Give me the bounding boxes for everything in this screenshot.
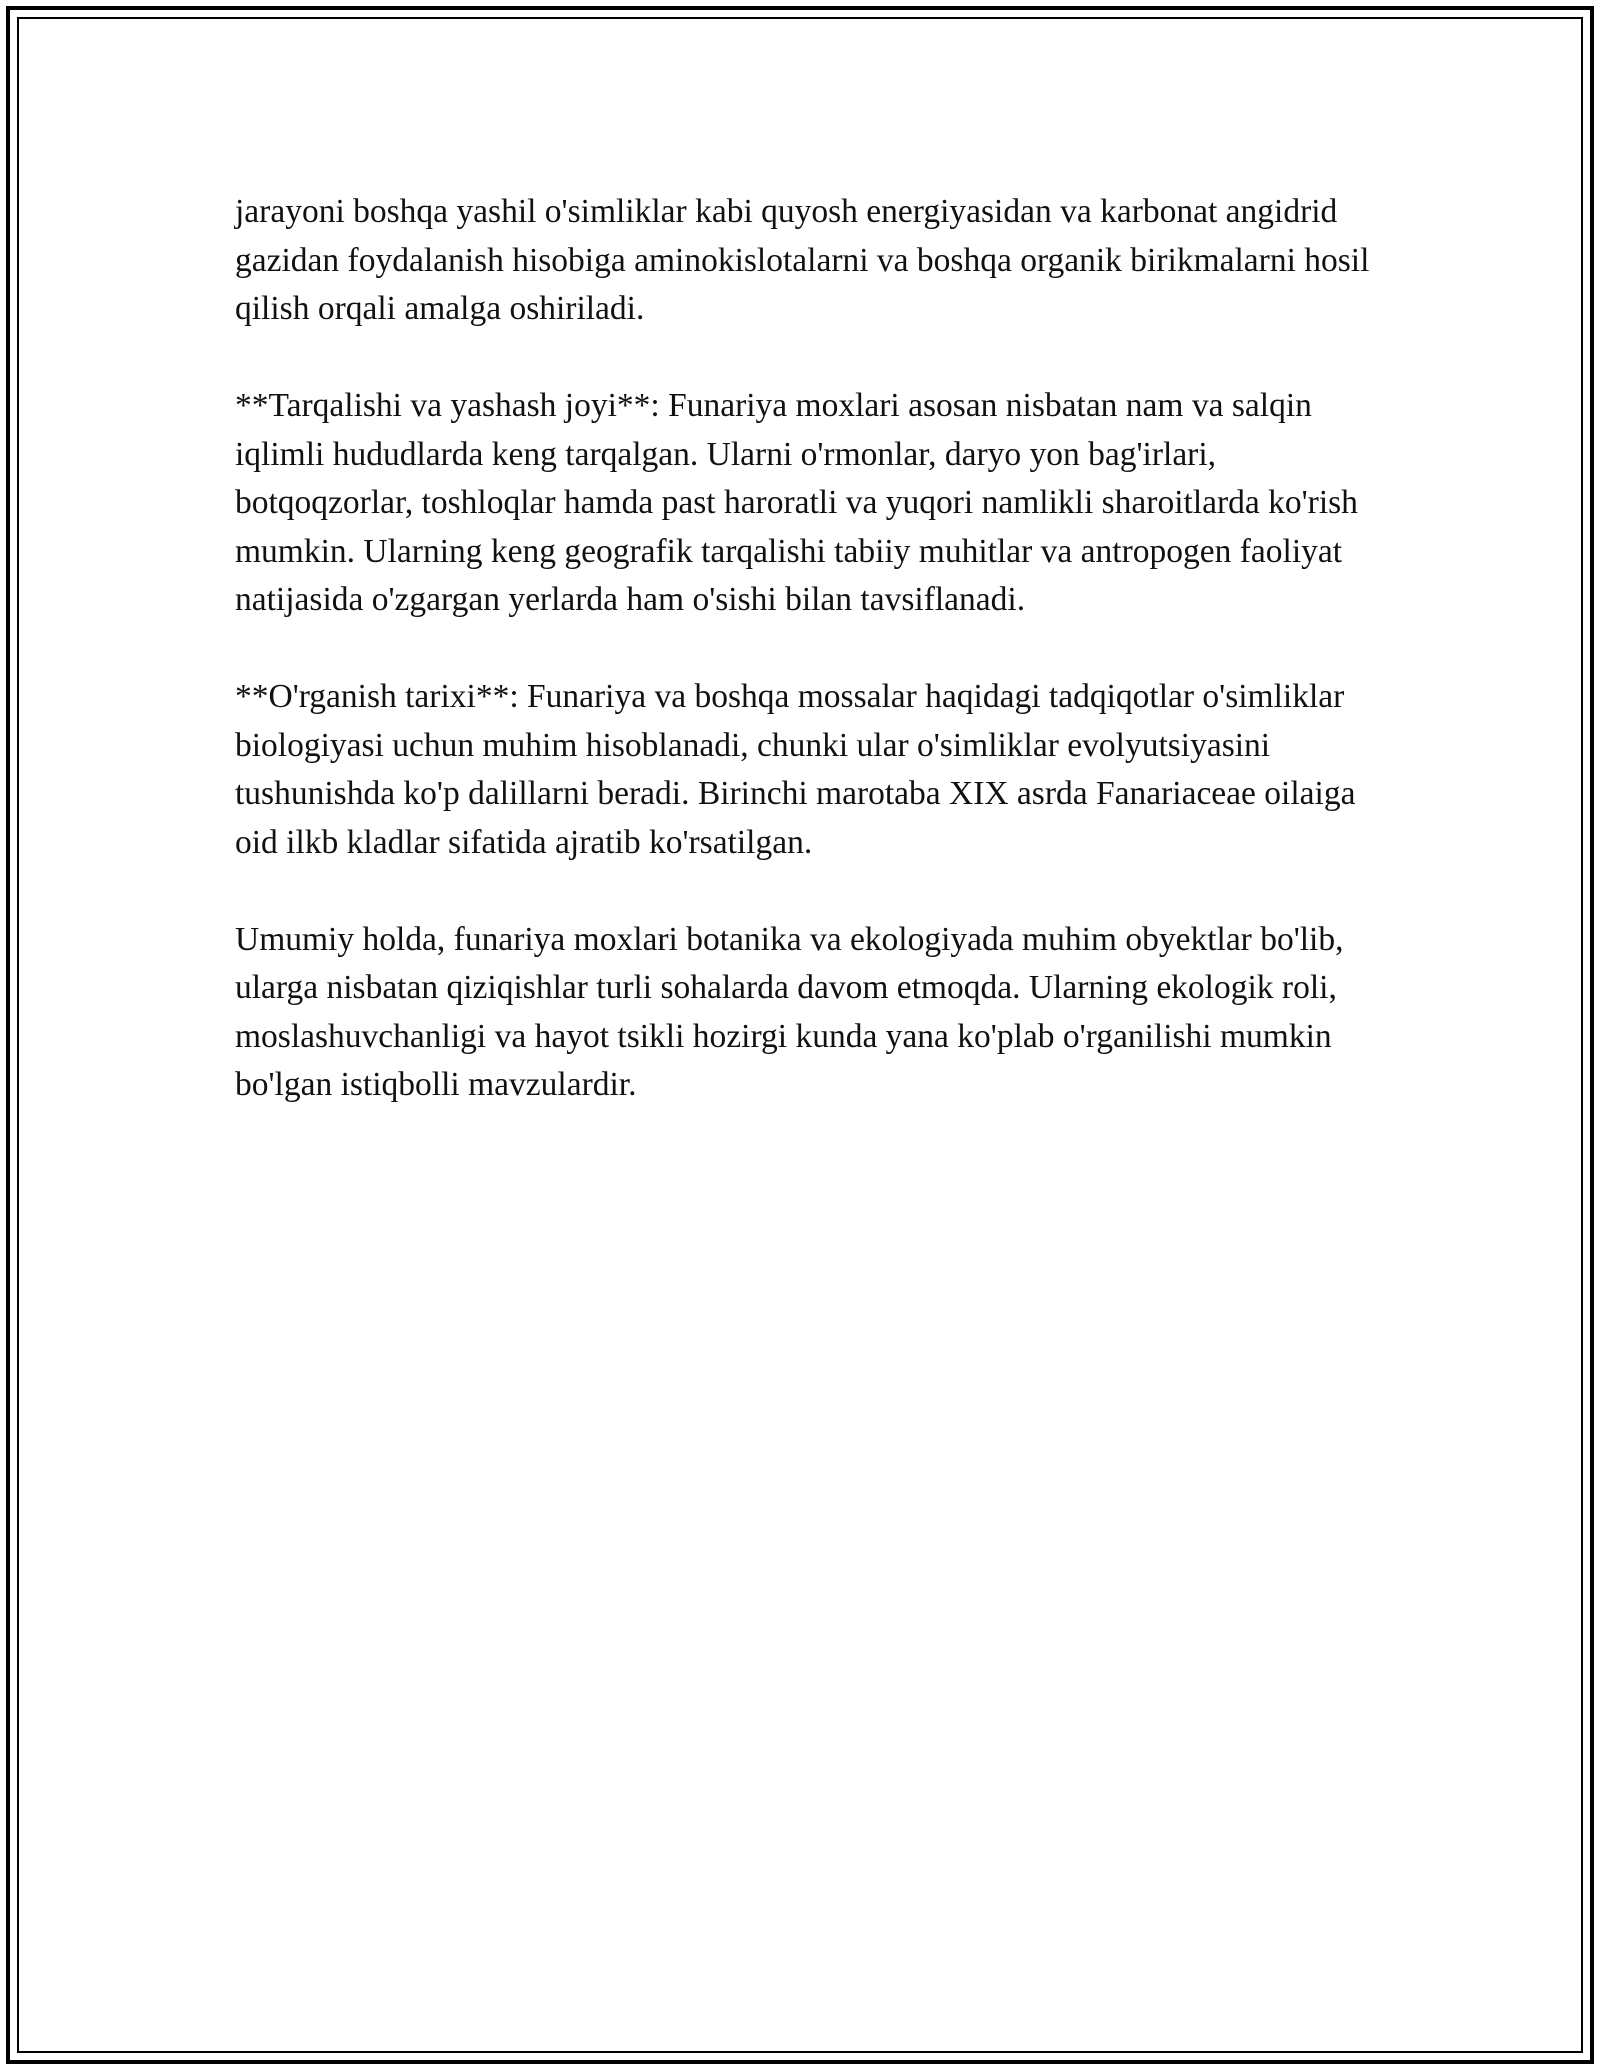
paragraph-photosynthesis: jarayoni boshqa yashil o'simliklar kabi quyosh energiyasidan va karbonat angidrid gazidan foydalanish hisobiga aminokislotalarni va boshqa organik birikmalarni hosil qilish orqali amalga oshiriladi. bbox=[235, 193, 1370, 327]
paragraph-conclusion: Umumiy holda, funariya moxlari botanika va ekologiyada muhim obyektlar bo'lib, ularga nisbatan qiziqishlar turli sohalarda davom etmoqda. Ularning ekologik roli, moslashuvchanligi va hayot tsikli hozirgi kunda yana ko'plab o'rganilishi mumkin bo'lgan istiqbolli mavzulardir. bbox=[235, 920, 1344, 1103]
document-body bbox=[235, 188, 1385, 1158]
paragraph-study-history: **O'rganish tarixi**: Funariya va boshqa mossalar haqidagi tadqiqotlar o'simliklar biologiyasi uchun muhim hisoblanadi, chunki ular o'simliklar evolyutsiyasini tushunishda ko'p dalillarni beradi. Birinchi marotaba XIX asrda Fanariaceae oilaiga oid ilkb kladlar sifatida ajratib ko'rsatilgan. bbox=[235, 678, 1356, 861]
paragraph-distribution-habitat: **Tarqalishi va yashash joyi**: Funariya moxlari asosan nisbatan nam va salqin iqlimli hududlarda keng tarqalgan. Ularni o'rmonlar, daryo yon bag'irlari, botqoqzorlar, toshloqlar hamda past haroratli va yuqori namlikli sharoitlarda ko'rish mumkin. Ularning keng geografik tarqalishi tabiiy muhitlar va antropogen faoliyat natijasida o'zgargan yerlarda ham o'sishi bilan tavsiflanadi. bbox=[235, 387, 1358, 618]
